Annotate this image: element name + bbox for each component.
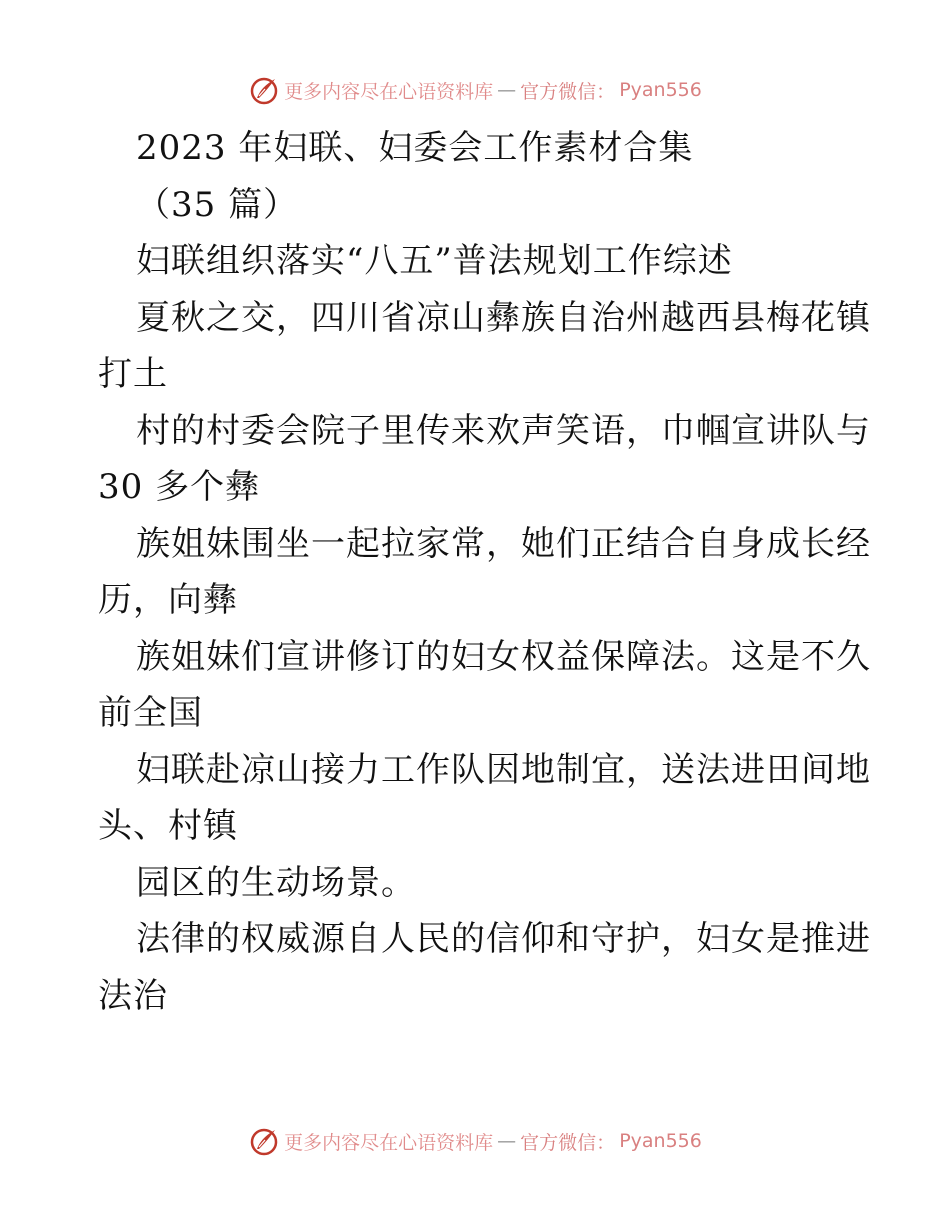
footer-watermark — [0, 1121, 950, 1161]
red-feather-logo-icon — [248, 74, 280, 106]
document-subtitle: （35 篇） — [136, 184, 299, 225]
paragraph-line: 头、村镇 — [98, 806, 238, 846]
document-title: 2023 年妇联、妇委会工作素材合集 — [136, 128, 694, 168]
watermark-line — [248, 1125, 702, 1157]
paragraph-line: 打土 — [98, 354, 168, 394]
paragraph-line: 法治 — [98, 975, 168, 1016]
watermark-wechat-label: 官方微信： — [520, 80, 616, 103]
paragraph-line: 历，向彝 — [98, 580, 238, 620]
red-feather-logo-icon — [248, 1125, 280, 1157]
paragraph-line: 园区的生动场景。 — [136, 862, 416, 903]
paragraph-line: 妇联赴凉山接力工作队因地制宜，送法进田间地 — [136, 749, 871, 790]
watermark-line — [248, 74, 702, 106]
section-heading: 妇联组织落实“八五”普法规划工作综述 — [136, 241, 733, 281]
paragraph-line: 村的村委会院子里传来欢声笑语，巾帼宣讲队与 — [136, 410, 871, 451]
watermark-wechat-label: 官方微信： — [520, 1131, 616, 1154]
watermark-wechat-id: Pyan556 — [619, 79, 702, 101]
watermark-separator: — — [497, 79, 517, 101]
watermark-text: 更多内容尽在心语资料库 — [284, 1131, 494, 1154]
paragraph-line: 30 多个彝 — [98, 467, 261, 507]
paragraph-line: 法律的权威源自人民的信仰和守护，妇女是推进 — [136, 919, 871, 959]
watermark-wechat-id: Pyan556 — [619, 1130, 702, 1152]
header-watermark — [0, 70, 950, 110]
paragraph-line: 夏秋之交，四川省凉山彝族自治州越西县梅花镇 — [136, 297, 871, 338]
paragraph-line: 族姐妹们宣讲修订的妇女权益保障法。这是不久 — [136, 636, 871, 677]
watermark-text: 更多内容尽在心语资料库 — [284, 80, 494, 103]
watermark-separator: — — [497, 1130, 517, 1152]
document-body — [98, 120, 871, 1024]
paragraph-line: 族姐妹围坐一起拉家常，她们正结合自身成长经 — [136, 523, 871, 564]
paragraph-line: 前全国 — [98, 693, 203, 733]
